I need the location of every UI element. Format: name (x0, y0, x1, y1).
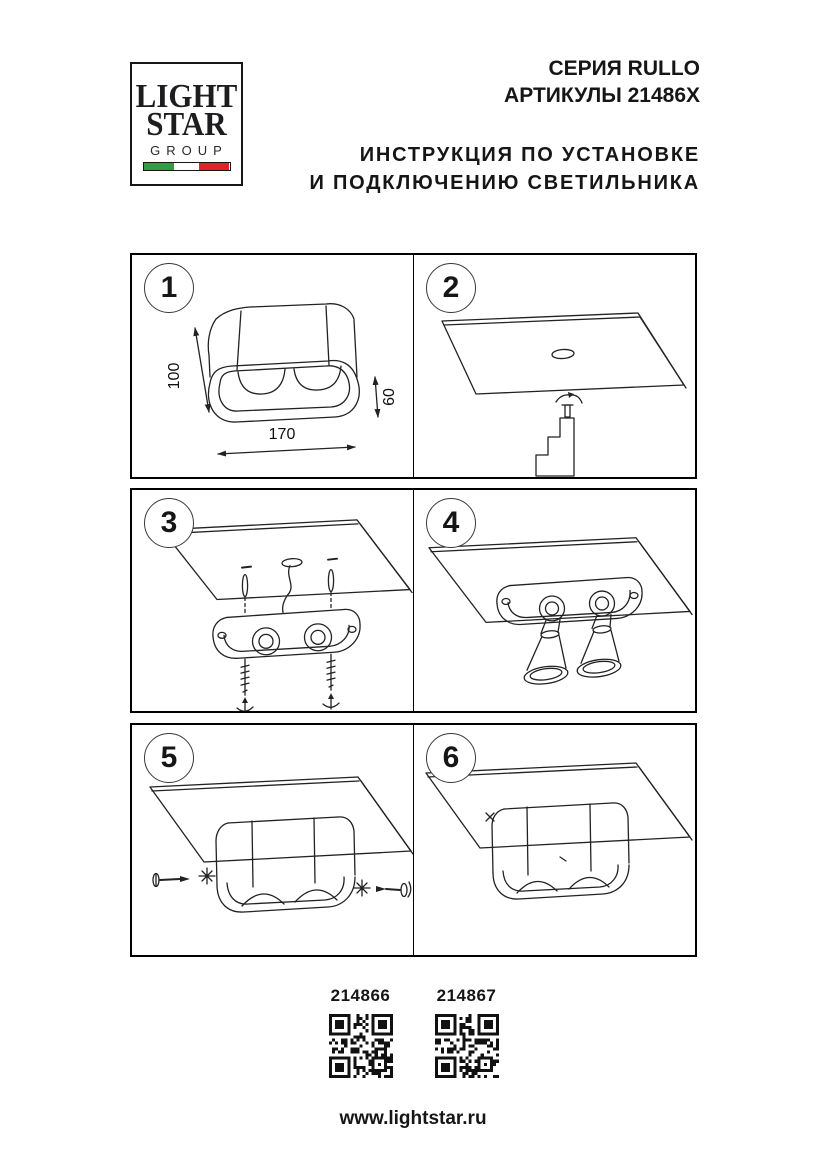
instruction-title (309, 141, 700, 197)
step-6-panel (413, 725, 695, 955)
series-title: СЕРИЯ RULLO (548, 57, 700, 80)
qr-block-right (435, 986, 499, 1078)
dimension-width-label: 170 (268, 426, 296, 443)
article-number-214867: 214867 (436, 986, 497, 1005)
logo-star-text: STAR (146, 104, 227, 143)
header-block (504, 55, 700, 109)
steps-row-1 (130, 253, 697, 479)
qr-code-right (435, 1014, 499, 1078)
step-2-number-badge (426, 263, 476, 313)
step-5-number-badge (144, 733, 194, 783)
step-4-panel (413, 490, 695, 711)
step-2-number: 2 (442, 271, 460, 304)
step-3-panel (132, 490, 413, 711)
website-url: www.lightstar.ru (339, 1108, 487, 1129)
italian-flag-stripe (143, 162, 231, 171)
qr-code-left (329, 1014, 393, 1078)
steps-row-2 (130, 488, 697, 713)
articles-title: АРТИКУЛЫ 21486X (504, 84, 700, 107)
step-4-number: 4 (442, 506, 460, 539)
step-2-panel (413, 255, 695, 477)
flag-green-segment (144, 163, 175, 170)
lightstar-logo (130, 62, 243, 186)
step-5-number: 5 (160, 741, 178, 774)
dimension-depth-label: 60 (381, 388, 398, 406)
step-6-number: 6 (442, 741, 460, 774)
steps-row-3 (130, 723, 697, 957)
flag-white-segment (174, 163, 198, 170)
step-1-panel (132, 255, 413, 477)
article-number-214866: 214866 (330, 986, 391, 1005)
qr-block-left (329, 986, 393, 1078)
step-1-number: 1 (160, 271, 178, 304)
step-3-number: 3 (160, 506, 178, 539)
logo-light-text: LIGHT (135, 76, 238, 115)
instruction-title-line2: И ПОДКЛЮЧЕНИЮ СВЕТИЛЬНИКА (309, 172, 700, 194)
step-1-number-badge (144, 263, 194, 313)
logo-group-text: GROUP (150, 143, 228, 158)
step-3-number-badge (144, 498, 194, 548)
step-6-number-badge (426, 733, 476, 783)
qr-section (130, 986, 697, 1078)
instruction-title-line1: ИНСТРУКЦИЯ ПО УСТАНОВКЕ (359, 144, 700, 166)
dimension-height-label: 100 (166, 362, 183, 390)
flag-red-segment (199, 163, 230, 170)
step-4-number-badge (426, 498, 476, 548)
step-5-panel (132, 725, 413, 955)
